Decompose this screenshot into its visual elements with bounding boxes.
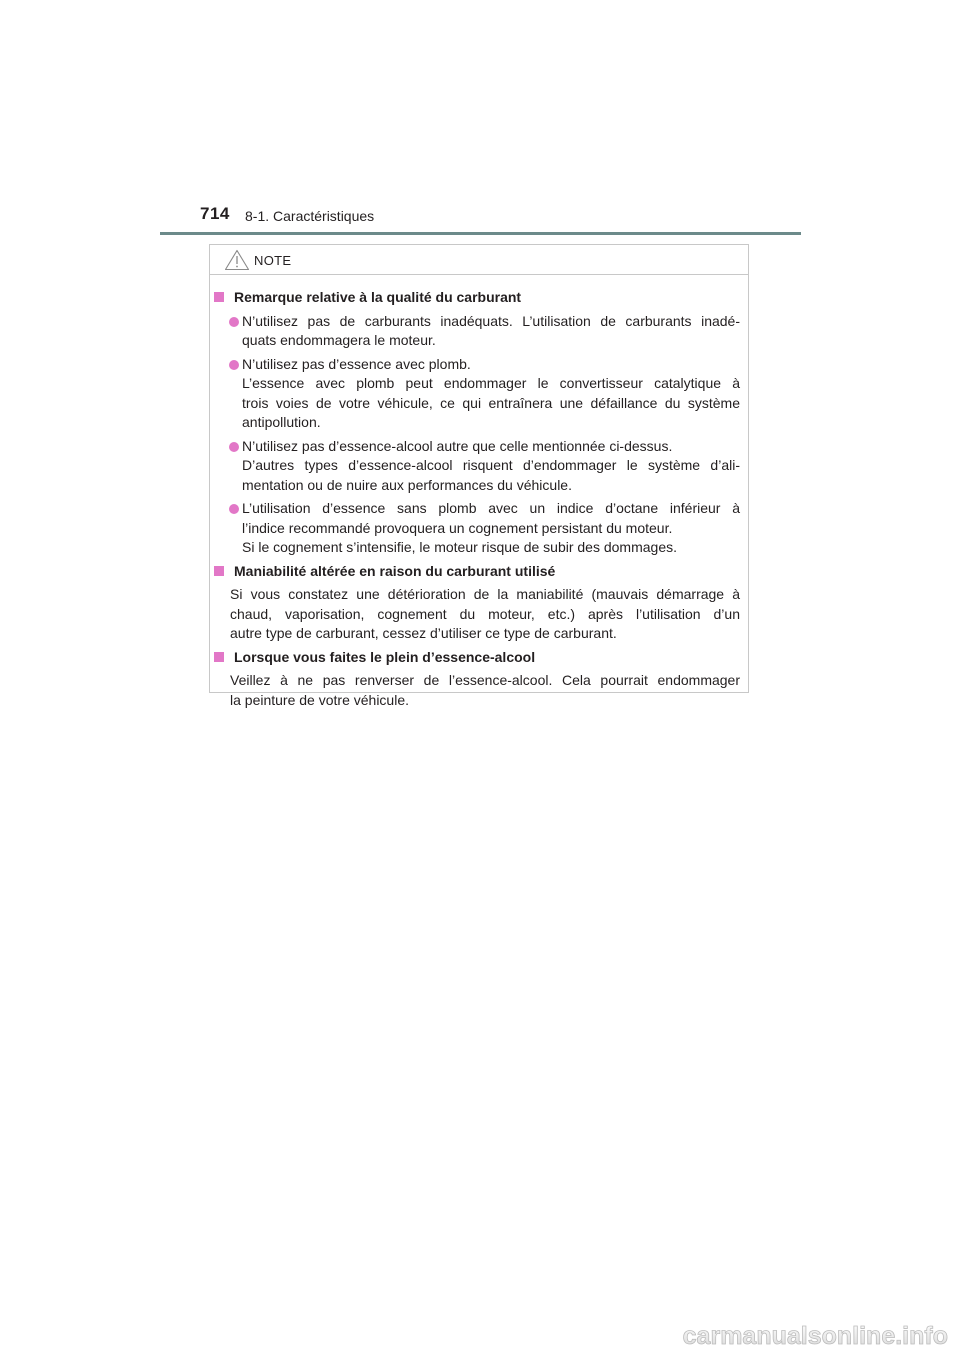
note-box	[209, 244, 749, 708]
para-line: Veillez à ne pas renverser de l’essence-alcool. Cela pourrait endommager	[230, 672, 740, 688]
note-section-driveability	[210, 562, 748, 644]
bullet-item	[230, 355, 740, 433]
bullet-line: trois voies de votre véhicule, ce qui entraînera une défaillance du système	[242, 394, 740, 411]
round-bullet-icon	[229, 360, 239, 370]
round-bullet-icon	[229, 442, 239, 452]
section-paragraph	[230, 585, 740, 644]
bullet-line: l’indice recommandé provoquera un cognement persistant du moteur.	[242, 519, 673, 536]
section-heading-text: Remarque relative à la qualité du carburant	[234, 289, 522, 305]
bullet-line: L’essence avec plomb peut endommager le convertisseur catalytique à	[242, 375, 740, 391]
section-paragraph	[230, 671, 740, 710]
para-line: autre type de carburant, cessez d’utiliser ce type de carburant.	[230, 625, 617, 641]
bullet-line: N’utilisez pas d’essence avec plomb.	[242, 355, 471, 372]
section-heading-text: Maniabilité altérée en raison du carburant utilisé	[234, 562, 556, 579]
bullet-line: N’utilisez pas de carburants inadéquats. L’utilisation de carburants inadé-	[242, 312, 740, 329]
section-heading	[214, 288, 748, 308]
bullet-item	[230, 312, 740, 351]
section-heading	[214, 648, 748, 668]
svg-text:carmanualsonline.info: carmanualsonline.info	[682, 1322, 948, 1350]
page-number: 714	[200, 204, 230, 223]
para-line: la peinture de votre véhicule.	[230, 691, 409, 708]
section-heading	[214, 562, 748, 582]
bullet-line: L’utilisation d’essence sans plomb avec un indice d’octane inférieur à	[242, 500, 740, 516]
note-section-fuel-quality	[210, 288, 748, 558]
page-header	[200, 204, 800, 230]
square-bullet-icon	[214, 566, 224, 576]
bullet-line: mentation ou de nuire aux performances du véhicule.	[242, 476, 572, 493]
note-header	[210, 245, 748, 275]
bullet-line: N’utilisez pas d’essence-alcool autre que celle mentionnée ci-dessus.	[242, 437, 673, 454]
watermark-logo	[652, 1314, 952, 1354]
note-section-refueling	[210, 648, 748, 711]
bullet-line: Si le cognement s’intensifie, le moteur risque de subir des dommages.	[242, 539, 677, 555]
round-bullet-icon	[229, 317, 239, 327]
header-divider	[160, 232, 801, 235]
round-bullet-icon	[229, 504, 239, 514]
section-heading-text: Lorsque vous faites le plein d’essence-alcool	[234, 648, 536, 665]
note-label: NOTE	[254, 253, 292, 268]
bullet-item	[230, 499, 740, 558]
bullet-item	[230, 437, 740, 496]
para-line: chaud, vaporisation, cognement du moteur, etc.) après l’utilisation d’un	[230, 605, 740, 622]
warning-icon	[224, 249, 250, 271]
bullet-line: quats endommagera le moteur.	[242, 332, 436, 348]
para-line: Si vous constatez une détérioration de la maniabilité (mauvais démarrage à	[230, 586, 740, 602]
section-title: 8-1. Caractéristiques	[245, 208, 375, 224]
bullet-line: D’autres types d’essence-alcool risquent d’endommager le système d’ali-	[242, 457, 740, 473]
note-content	[210, 288, 748, 714]
square-bullet-icon	[214, 292, 224, 302]
square-bullet-icon	[214, 652, 224, 662]
bullet-line: antipollution.	[242, 414, 321, 430]
